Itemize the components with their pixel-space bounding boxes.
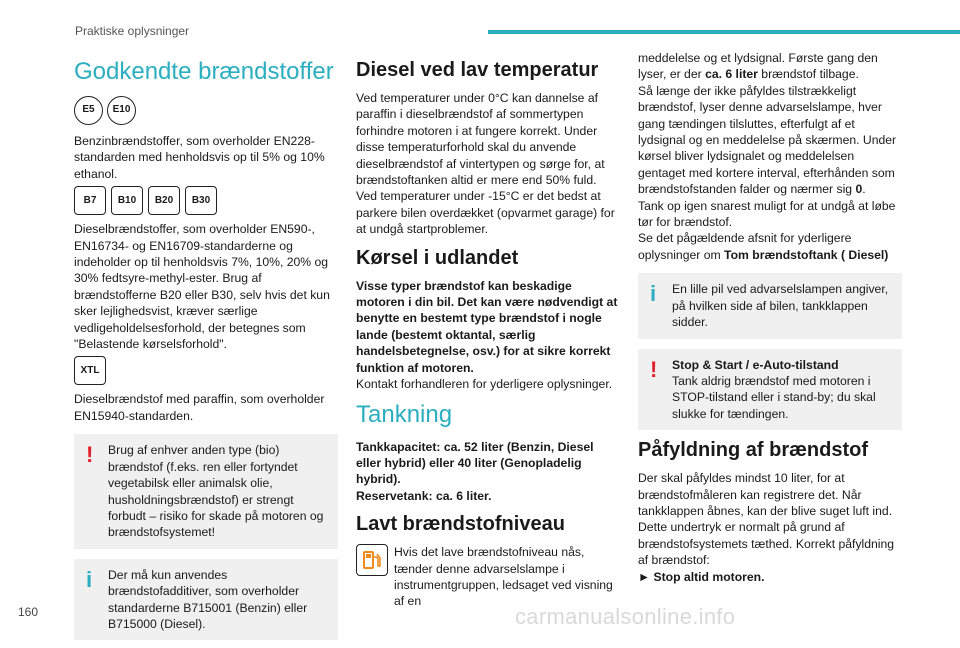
low-fuel-cont-3: Tank op igen snarest muligt for at undgå at løbe tør for brændstof. bbox=[638, 198, 896, 230]
b20-badge: B20 bbox=[148, 186, 180, 215]
warning-box-stopstart bbox=[638, 349, 902, 431]
low-fuel-cont-4: Se det pågældende afsnit for yderligere oplysninger om Tom brændstoftank ( Diesel) bbox=[638, 231, 889, 262]
info-icon: i bbox=[650, 281, 657, 307]
running-header: Praktiske oplysninger bbox=[75, 24, 190, 38]
column-3 bbox=[638, 50, 902, 589]
tank-reserve: Reservetank: ca. 6 liter. bbox=[356, 488, 492, 503]
watermark: carmanualsonline.info bbox=[515, 604, 736, 629]
low-fuel-cont-2: Så længe der ikke påfyldes tilstrækkeligt brændstof, lyser denne advarselslampe, hver gang tændingen tilsluttes, efterfulgt af et lydsignal og en meddelelse på skærmen. Under kørsel bliver lydsignalet og meddelelsen gentaget med kortere interval, efterhånden som brændstofstanden falder og nærmer sig 0. bbox=[638, 83, 897, 197]
column-1 bbox=[74, 50, 338, 648]
section-title-approved-fuels: Godkendte brændstoffer bbox=[74, 58, 334, 85]
low-fuel-text: Hvis det lave brændstofniveau nås, tænder denne advarselslampe i instrumentgruppen, ledsaget ved visning af en bbox=[394, 545, 613, 609]
info-box bbox=[74, 559, 338, 641]
petrol-badges bbox=[74, 96, 338, 125]
e5-badge: E5 bbox=[74, 96, 103, 125]
diesel-low-temp-text: Ved temperaturer under 0°C kan dannelse af paraffin i dieselbrændstof af sommertypen forhindre motoren i at fungere korrekt. Under disse temperaturforhold skal du anvende dieselbrændstof af vintertypen og sørge for, at brændstoftanken altid er mere end 50% fuld. Ved temperaturer under -15°C er det bedst at parkere bilen overdækket (opvarmet garage) for at undgå startproblemer. bbox=[356, 91, 615, 237]
warning-exclamation-icon: ! bbox=[86, 442, 94, 468]
stopstart-title: Stop & Start / e-Auto-tilstand bbox=[672, 357, 839, 372]
xtl-badge: XTL bbox=[74, 356, 106, 385]
warning-box bbox=[74, 434, 338, 548]
info-box-arrow bbox=[638, 273, 902, 338]
b7-badge: B7 bbox=[74, 186, 106, 215]
column-2 bbox=[356, 50, 620, 614]
diesel-text: Dieselbrændstoffer, som overholder EN590-, EN16734- og EN16709-standarderne og indeholder op til henholdsvis 7%, 10%, 20% og 30% fedtsyre-methyl-ester. Brug af brændstofferne B20 eller B30, selv hvis det kun sker lejlighedsvist, kræver særlige vedligeholdelsesforhold, der betegnes som "Belastende kørselsforhold". bbox=[74, 222, 330, 352]
b10-badge: B10 bbox=[111, 186, 143, 215]
header-accent-bar bbox=[488, 30, 960, 34]
driving-abroad-bold: Visse typer brændstof kan beskadige motoren i din bil. Det kan være nødvendigt at benytte en bestemt type brændstof i nogle lande (bestemt oktantal, særlig handelsbetegnelse, osv.) for at sikre korrekt funktion af motoren. bbox=[356, 278, 618, 375]
refuelling-step: ► Stop altid motoren. bbox=[638, 569, 765, 584]
fuel-pump-icon bbox=[356, 544, 388, 576]
diesel-badges bbox=[74, 186, 338, 215]
b30-badge: B30 bbox=[185, 186, 217, 215]
stopstart-text: Tank aldrig brændstof med motoren i STOP-tilstand eller i stand-by; du skal slukke for tændingen. bbox=[672, 373, 876, 421]
warning-text: Brug af enhver anden type (bio) brændstof (f.eks. ren eller fortyndet vegetabilsk eller animalsk olie, husholdningsbrændstof) er strengt forbudt – risiko for skade på motoren og brændstofsystemet! bbox=[108, 443, 324, 540]
e10-badge: E10 bbox=[107, 96, 136, 125]
low-fuel-cont-1: meddelelse og et lydsignal. Første gang den lyser, er der ca. 6 liter brændstof tilbage. bbox=[638, 51, 878, 82]
heading-driving-abroad: Kørsel i udlandet bbox=[356, 246, 519, 269]
heading-diesel-low-temp: Diesel ved lav temperatur bbox=[356, 59, 599, 81]
heading-refuelling: Påfyldning af brændstof bbox=[638, 439, 868, 462]
info-arrow-text: En lille pil ved advarselslampen angiver, på hvilken side af bilen, tankklappen sidder. bbox=[672, 282, 889, 330]
warning-exclamation-icon: ! bbox=[650, 356, 658, 382]
tank-capacity: Tankkapacitet: ca. 52 liter (Benzin, Diesel eller hybrid) eller 40 liter (Genopladelig hybrid). bbox=[356, 439, 594, 487]
petrol-text: Benzinbrændstoffer, som overholder EN228-standarden med henholdsvis op til 5% og 10% ethanol. bbox=[74, 134, 325, 181]
info-text: Der må kun anvendes brændstofadditiver, som overholder standarderne B715001 (Benzin) eller B715000 (Diesel). bbox=[108, 567, 308, 631]
xtl-text: Dieselbrændstof med paraffin, som overholder EN15940-standarden. bbox=[74, 392, 325, 423]
info-icon: i bbox=[86, 566, 93, 592]
refuelling-text: Der skal påfyldes mindst 10 liter, for at brændstofmåleren kan registrere det. Når tankklappen åbnes, kan der blive suget luft ind. Dette undertryk er normalt på grund af brændstofsystemets tæthed. Korrekt påfyldning af brændstof: bbox=[638, 471, 895, 568]
driving-abroad-text: Kontakt forhandleren for yderligere oplysninger. bbox=[356, 377, 613, 392]
heading-low-fuel: Lavt brændstofniveau bbox=[356, 513, 565, 536]
page-number: 160 bbox=[18, 605, 39, 619]
section-title-refuelling: Tankning bbox=[356, 400, 453, 428]
xtl-badges bbox=[74, 356, 338, 385]
